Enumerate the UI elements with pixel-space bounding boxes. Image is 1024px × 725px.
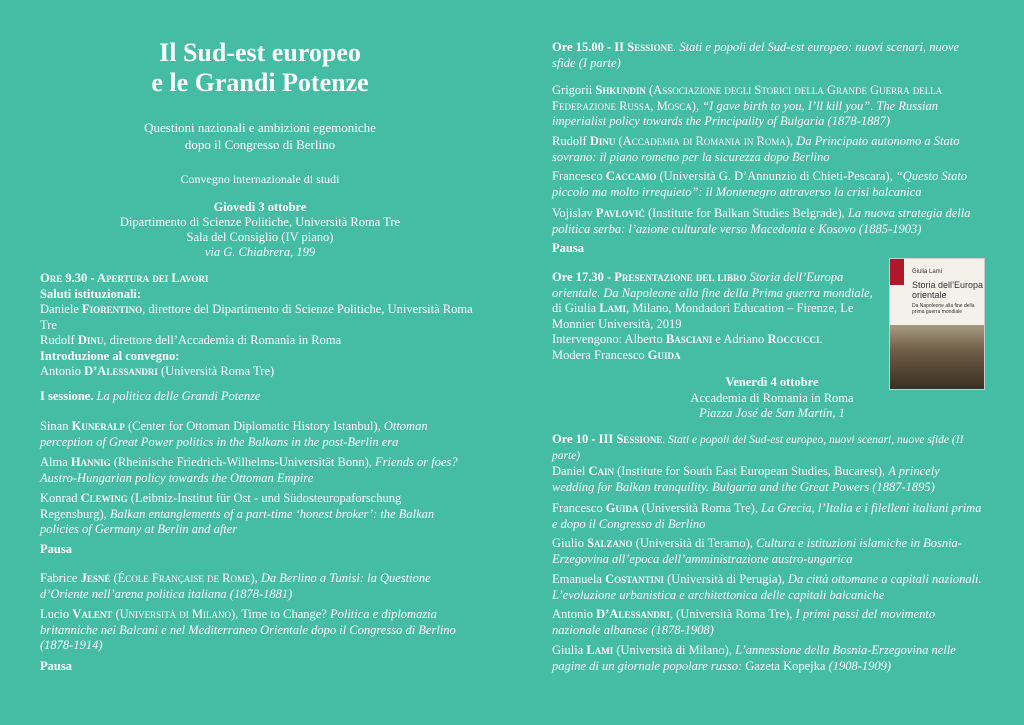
- talk-salzano: Giulio Salzano (Università di Teramo), Cultura e istituzioni islamiche in Bosnia-Erzegovina all’epoca dell’amministrazione austro-ungarica: [552, 536, 962, 566]
- session1-header: I sessione. La politica delle Grandi Potenze: [40, 389, 261, 403]
- opening-block: [40, 271, 480, 380]
- cover-subtitle: Da Napoleone alla fine della prima guerra mondiale: [912, 303, 975, 315]
- talk-cain: Daniel Cain (Institute for South East European Studies, Bucarest), A princely wedding for Balkan tranquility. Bulgaria and the Great Powers (1887-1895): [552, 464, 940, 494]
- speaker-dinu: Rudolf Dinu, direttore dell’Accademia di Romania in Roma: [40, 333, 342, 347]
- venue1-line-2: Sala del Consiglio (IV piano): [186, 230, 334, 244]
- cover-author: Giulia Lami: [912, 269, 943, 275]
- saluti-header: Saluti istituzionali:: [40, 286, 142, 301]
- talk-dinu: Rudolf Dinu (Accademia di Romania in Roma), Da Principato autonomo a Stato sovrano: il piano romeno per la sicurezza dopo Berlino: [552, 134, 960, 164]
- speaker-dalessandri: Antonio D’Alessandri (Università Roma Tre): [40, 364, 275, 378]
- subtitle-line-1: Questioni nazionali e ambizioni egemoniche: [144, 120, 376, 135]
- pausa-3: Pausa: [552, 241, 584, 255]
- cover-text: [912, 267, 984, 315]
- venue2-line-2: Piazza José de San Martín, 1: [699, 406, 845, 420]
- day1-venue: [40, 200, 480, 260]
- convegno-label: Convegno internazionale di studi: [180, 172, 340, 186]
- talk-shkundin: Grigorii Shkundin (Associazione degli Storici della Grande Guerra della Federazione Russa, Mosca), “I gave birth to you, I’ll kill you”. The Russian imperialist policy towards the Principality of Bulgaria (1878-1887): [552, 83, 943, 128]
- title-line-2: e le Grandi Potenze: [151, 68, 369, 97]
- subtitle-line-2: dopo il Congresso di Berlino: [184, 137, 336, 152]
- venue1-line-1: Dipartimento di Scienze Politiche, Università Roma Tre: [119, 215, 401, 229]
- venue2-line-1: Accademia di Romania in Roma: [690, 390, 854, 405]
- talk-valent: Lucio Valent (Università di Milano), Time to Change? Politica e diplomazia britanniche nei Balcani e nel Mediterraneo Orientale dopo il Congresso di Berlino (1878-1914): [40, 607, 456, 652]
- page-title: [40, 38, 480, 98]
- talk-costantini: Emanuela Costantini (Università di Perugia), Da città ottomane a capitali nazionali. L’evoluzione urbanistica e architettonica delle capitali balcaniche: [552, 572, 982, 602]
- book-presentation: Ore 17.30 - Presentazione del libro Storia dell’Europa orientale. Da Napoleone alla fine della Prima guerra mondiale, di Giulia Lami, Milano, Mondadori Education – Firenze, Le Monnier Università, 2019 Intervengono: Alberto Basciani e Adriano Roccucci. Modera Francesco Guida: [552, 270, 873, 362]
- day2-venue: [552, 375, 992, 422]
- subtitle: [40, 119, 480, 153]
- intro-header: Introduzione al convegno:: [40, 348, 180, 363]
- day1-date: Giovedì 3 ottobre: [213, 200, 307, 214]
- cover-red-bar: [890, 259, 904, 285]
- session2-header: Ore 15.00 - II Sessione. Stati e popoli del Sud-est europeo: nuovi scenari, nuove sfide (I parte): [552, 40, 960, 70]
- book-cover-image: [889, 258, 985, 390]
- title-line-1: Il Sud-est europeo: [159, 38, 361, 67]
- session3-header: Ore 10 - III Sessione. Stati e popoli del Sud-est europeo, nuovi scenari, nuove sfide (II parte): [552, 432, 964, 462]
- pausa-1: Pausa: [40, 542, 72, 556]
- talk-lami: Giulia Lami (Università di Milano), L’annessione della Bosnia-Erzegovina nelle pagine di un giornale popolare russo: Gazeta Kopejka (1908-1909): [552, 643, 956, 673]
- talk-kuneralp: Sinan Kuneralp (Center for Ottoman Diplomatic History Istanbul), Ottoman perception of Great Power politics in the Balkans in the post-Berlin era: [40, 419, 428, 449]
- speaker-fiorentino: Daniele Fiorentino, direttore del Dipartimento di Scienze Politiche, Università Roma Tre: [40, 302, 473, 332]
- talk-pavlovic: Vojislav Pavlović (Institute for Balkan Studies Belgrade), La nuova strategia della politica serba: l’azione culturale verso Macedonia e Kosovo (1885-1903): [552, 206, 971, 236]
- opening-header: Ore 9.30 - Apertura dei Lavori: [40, 271, 209, 285]
- talk-caccamo: Francesco Caccamo (Università G. D’Annunzio di Chieti-Pescara), “Questo Stato piccolo ma molto irrequieto”: il Montenegro attraverso la crisi balcanica: [552, 169, 968, 199]
- pausa-2: Pausa: [40, 659, 72, 673]
- talk-clewing: Konrad Clewing (Leibniz-Institut für Ost - und Südosteuropaforschung Regensburg), Balkan entanglements of a part-time ‘honest broker’: the Balkan policies of Germany at Berlin and after: [40, 491, 435, 536]
- talk-guida: Francesco Guida (Università Roma Tre), La Grecia, l’Italia e i filelleni italiani prima e dopo il Congresso di Berlino: [552, 501, 982, 531]
- talk-hannig: Alma Hannig (Rheinische Friedrich-Wilhelms-Universität Bonn), Friends or foes? Austro-Hungarian policy towards the Ottoman Empire: [40, 455, 458, 485]
- cover-title: Storia dell’Europa orientale: [912, 280, 984, 300]
- day2-date: Venerdì 4 ottobre: [725, 375, 819, 389]
- talk-dalessandri: Antonio D’Alessandri, (Università Roma Tre), I primi passi del movimento nazionale albanese (1878-1908): [552, 607, 936, 637]
- venue1-line-3: via G. Chiabrera, 199: [204, 245, 316, 259]
- talk-jesne: Fabrice Jesné (École Française de Rome), Da Berlino a Tunisi: la Questione d’Oriente nell’arena politica italiana (1878-1881): [40, 571, 431, 601]
